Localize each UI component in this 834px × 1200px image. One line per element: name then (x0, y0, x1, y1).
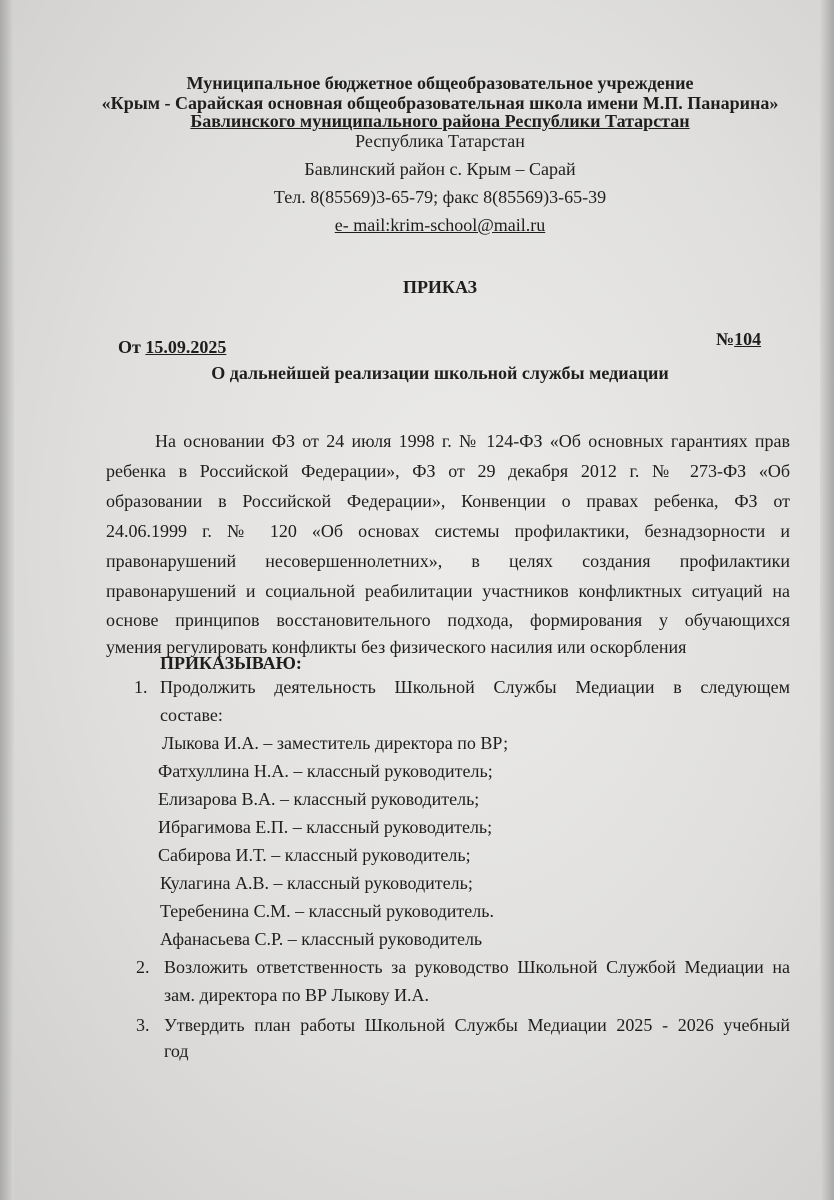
preamble-line: правонарушений и социальной реабилитации участников конфликтных ситуаций на (106, 581, 790, 601)
item-text: зам. директора по ВР Лыкову И.А. (164, 985, 430, 1005)
item-text: Возложить ответственность за руководство Школьной Службой Медиации на (164, 957, 790, 977)
item-number: 1. (134, 677, 148, 697)
date-prefix: От (118, 337, 146, 357)
member: Сабирова И.Т. – классный руководитель; (158, 845, 471, 865)
number-value: 104 (734, 329, 762, 349)
preamble-line: образовании в Российской Федерации», Конвенции о правах ребенка, ФЗ от (106, 491, 790, 511)
doc-type: ПРИКАЗ (402, 277, 478, 297)
preamble-line: ребенка в Российской Федерации», ФЗ от 29 декабря 2012 г. № 273-ФЗ «Об (106, 461, 790, 481)
member: Лыкова И.А. – заместитель директора по ВР; (162, 733, 509, 753)
order-word: ПРИКАЗЫВАЮ: (160, 653, 302, 673)
email: e- mail:krim-school@mail.ru (334, 215, 546, 235)
member: Елизарова В.А. – классный руководитель; (158, 789, 480, 809)
member: Ибрагимова Е.П. – классный руководитель; (158, 817, 493, 837)
republic: Республика Татарстан (355, 131, 525, 151)
member: Теребенина С.М. – классный руководитель. (160, 901, 494, 921)
phone-fax: Тел. 8(85569)3-65-79; факс 8(85569)3-65-39 (273, 187, 607, 207)
item-number: 3. (136, 1015, 150, 1035)
institution-line-2: «Крым - Сарайская основная общеобразовательная школа имени М.П. Панарина» (101, 93, 779, 113)
member: Фатхуллина Н.А. – классный руководитель; (158, 761, 493, 781)
date-value: 15.09.2025 (145, 337, 227, 357)
item-text: Утвердить план работы Школьной Службы Медиации 2025 - 2026 учебный (164, 1015, 790, 1035)
preamble-line: умения регулировать конфликты без физического насилия или оскорбления (106, 637, 687, 657)
item-text: составе: (160, 705, 223, 725)
institution-line-3: Бавлинского муниципального района Республики Татарстан (190, 111, 690, 131)
paper-edge-left (0, 0, 14, 1200)
institution-line-1: Муниципальное бюджетное общеобразовательное учреждение (186, 73, 694, 93)
item-number: 2. (136, 957, 150, 977)
preamble-line: основе принципов восстановительного подхода, формирования у обучающихся (106, 610, 790, 630)
order-title: О дальнейшей реализации школьной службы медиации (211, 363, 669, 383)
number-prefix: № (716, 329, 735, 349)
preamble-line: 24.06.1999 г. № 120 «Об основах системы профилактики, безнадзорности и (106, 521, 790, 541)
order-date (118, 336, 226, 358)
member: Кулагина А.В. – классный руководитель; (160, 873, 473, 893)
paper-edge-right (820, 0, 834, 1200)
preamble-line: На основании ФЗ от 24 июля 1998 г. № 124-ФЗ «Об основных гарантиях прав (155, 431, 790, 451)
item-text: год (164, 1041, 189, 1061)
order-number (716, 328, 761, 350)
address: Бавлинский район с. Крым – Сарай (304, 159, 576, 179)
preamble-line: правонарушений несовершеннолетних», в целях создания профилактики (106, 551, 790, 571)
member: Афанасьева С.Р. – классный руководитель (160, 929, 483, 949)
item-text: Продолжить деятельность Школьной Службы Медиации в следующем (160, 677, 790, 697)
